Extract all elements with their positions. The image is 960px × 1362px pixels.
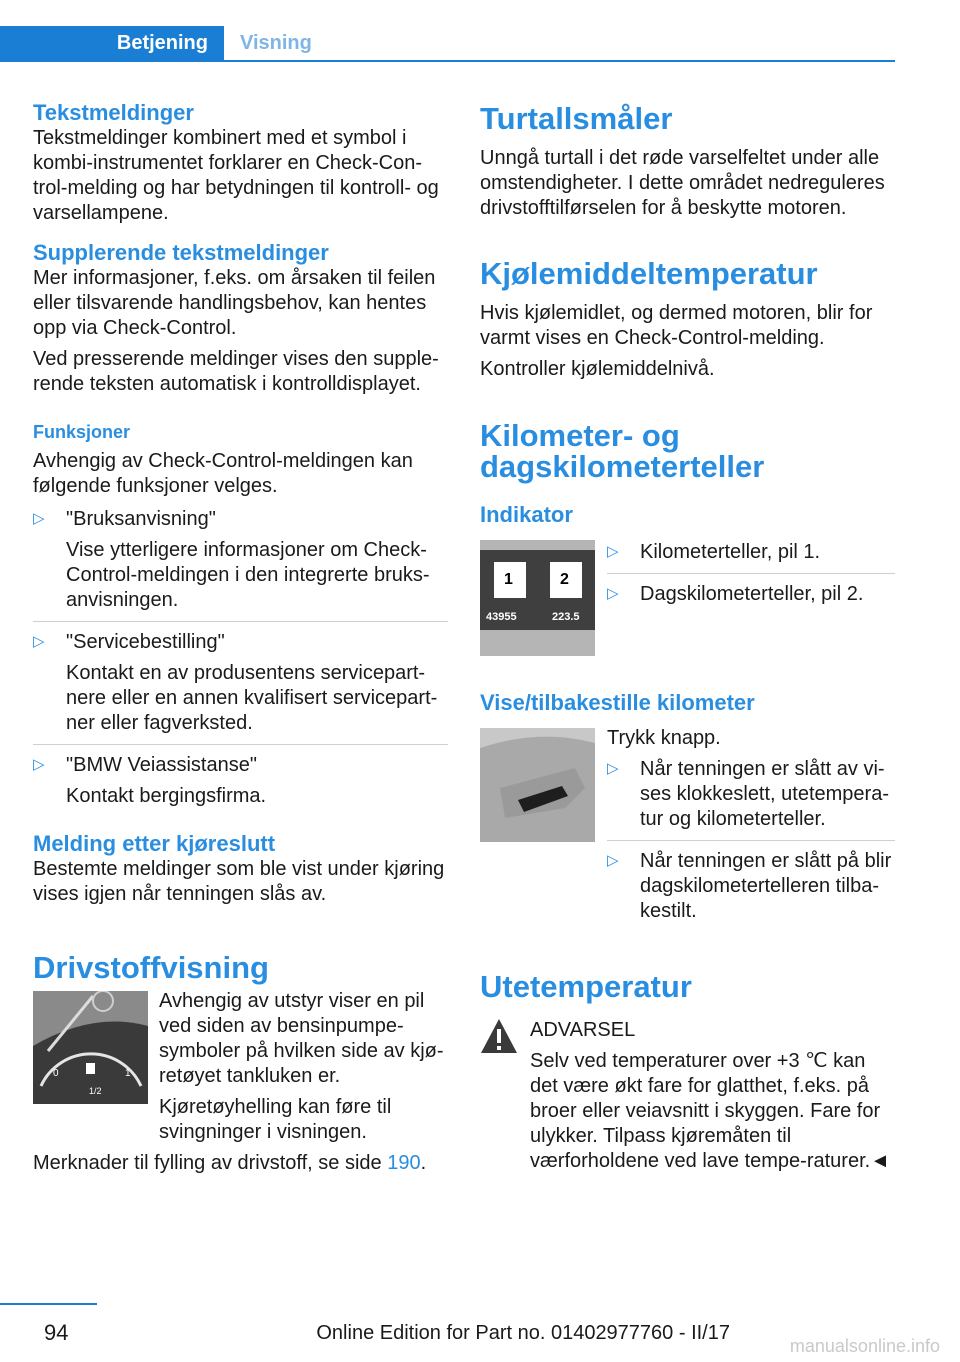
paragraph: Avhengig av utstyr viser en pil ved siden av bensinpumpe-symboler på hvilken side av kjø-retøyet tankluken er. xyxy=(159,990,444,1087)
gauge-label-full: 1 xyxy=(125,1068,131,1079)
paragraph: Trykk knapp. xyxy=(607,727,721,749)
paragraph: Kjøretøyhelling kan føre til svingninger i visningen. xyxy=(159,1096,392,1143)
gauge-label-half: 1/2 xyxy=(89,1086,102,1096)
warning-label: ADVARSEL xyxy=(530,1019,636,1041)
triangle-right-icon: ▷ xyxy=(33,633,45,650)
list-item xyxy=(33,630,448,736)
heading-supplerende: Supplerende tekstmeldinger xyxy=(33,240,329,265)
heading-tekstmeldinger: Tekstmeldinger xyxy=(33,100,194,125)
heading-drivstoffvisning: Drivstoffvisning xyxy=(33,950,269,985)
list-item-title: "BMW Veiassistanse" xyxy=(66,754,257,776)
vise-list xyxy=(607,757,895,924)
arrow-label-1: 1 xyxy=(504,571,513,588)
paragraph: Unngå turtall i det røde varselfeltet under alle omstendigheter. I dette området nedreguleres drivstofftilførselen for å beskytte motoren. xyxy=(480,147,885,219)
fuel-gauge-image xyxy=(33,991,148,1104)
footer-rule xyxy=(0,1303,97,1305)
reset-button-image xyxy=(480,728,595,842)
heading-utetemperatur: Utetemperatur xyxy=(480,969,692,1004)
list-item xyxy=(33,753,448,809)
list-item-text: Når tenningen er slått av vi-ses klokkeslett, utetempera-tur og kilometerteller. xyxy=(640,758,889,830)
triangle-right-icon: ▷ xyxy=(33,756,45,773)
header-rule xyxy=(0,60,895,62)
page-number: 94 xyxy=(44,1320,69,1345)
reset-button-illustration xyxy=(480,728,595,842)
heading-funksjoner: Funksjoner xyxy=(33,422,131,442)
heading-turtallsmaler: Turtallsmåler xyxy=(480,101,673,136)
list-item xyxy=(607,540,895,565)
header-bar xyxy=(0,26,895,62)
watermark: manualsonline.info xyxy=(789,1336,940,1356)
gauge-label-empty: 0 xyxy=(53,1068,59,1079)
functions-list xyxy=(33,507,448,809)
odometer-illustration xyxy=(480,540,595,656)
list-item xyxy=(607,849,895,924)
text: . xyxy=(420,1152,427,1174)
paragraph: Ved presserende meldinger vises den supple-rende teksten automatisk i kontrolldisplayet. xyxy=(33,348,439,395)
divider xyxy=(33,621,448,622)
fuel-gauge-illustration xyxy=(33,991,148,1104)
paragraph: Bestemte meldinger som ble vist under kjøring vises igjen når tenningen slås av. xyxy=(33,858,445,905)
warning-text xyxy=(530,1049,895,1174)
triangle-right-icon: ▷ xyxy=(33,510,45,527)
warning-triangle-icon xyxy=(480,1018,518,1054)
odometer-value: 43955 xyxy=(486,611,517,623)
list-item xyxy=(607,757,895,832)
right-column xyxy=(480,102,895,1174)
paragraph-fuel-reference xyxy=(33,1151,448,1176)
triangle-right-icon: ▷ xyxy=(607,760,619,777)
indikator-block xyxy=(480,540,895,656)
paragraph: Mer informasjoner, f.eks. om årsaken til feilen eller tilsvarende handlingsbehov, kan hentes opp via Check-Control. xyxy=(33,267,436,339)
list-item-text: Dagskilometerteller, pil 2. xyxy=(640,583,864,605)
text: Merknader til fylling av drivstoff, se side xyxy=(33,1152,388,1174)
list-item-title: "Servicebestilling" xyxy=(66,631,225,653)
divider xyxy=(607,573,895,574)
paragraph: Tekstmeldinger kombinert med et symbol i kombi-instrumentet forklarer en Check-Con-trol-melding og har betydningen til kontroll- og varsellampene. xyxy=(33,127,439,224)
triangle-right-icon: ▷ xyxy=(607,852,619,869)
arrow-label-2: 2 xyxy=(560,571,569,588)
divider xyxy=(33,744,448,745)
indikator-list xyxy=(607,540,895,607)
triangle-right-icon: ▷ xyxy=(607,543,619,560)
left-column xyxy=(33,100,448,1176)
heading-indikator: Indikator xyxy=(480,502,573,527)
warning-text-body: Selv ved temperaturer over +3 ℃ kan det være økt fare for glatthet, f.eks. på broer eller veiavsnitt i skyggen. Fare for ulykker. Tilpass kjøremåten til værforholdene ved lave tempe-raturer.◄ xyxy=(530,1050,890,1172)
tab-betjening-label: Betjening xyxy=(116,32,208,54)
paragraph: Kontroller kjølemiddelnivå. xyxy=(480,358,715,380)
tab-betjening[interactable] xyxy=(0,26,224,60)
trip-value: 223.5 xyxy=(552,611,580,623)
edition-note: Online Edition for Part no. 01402977760 - II/17 xyxy=(316,1322,730,1344)
list-item-text: Når tenningen er slått på blir dagskilometertelleren tilba-kestilt. xyxy=(640,850,892,922)
divider xyxy=(607,840,895,841)
tab-visning[interactable]: Visning xyxy=(240,32,312,54)
list-item-text: Vise ytterligere informasjoner om Check-Control-meldingen i den integrerte bruks-anvisningen. xyxy=(66,539,430,611)
list-item-text: Kilometerteller, pil 1. xyxy=(640,541,821,563)
paragraph: Hvis kjølemidlet, og dermed motoren, blir for varmt vises en Check-Control-melding. xyxy=(480,302,873,349)
list-item xyxy=(33,507,448,613)
list-item xyxy=(607,582,895,607)
paragraph: Avhengig av Check-Control-meldingen kan følgende funksjoner velges. xyxy=(33,450,413,497)
drivstoff-block xyxy=(33,989,448,1145)
warning-block xyxy=(480,1018,895,1174)
heading-kilometer: Kilometer- og dagskilometerteller xyxy=(480,418,765,484)
heading-kjolemiddel: Kjølemiddeltemperatur xyxy=(480,256,818,291)
heading-melding: Melding etter kjøreslutt xyxy=(33,831,276,856)
page-link-190[interactable]: 190 xyxy=(387,1152,421,1174)
heading-vise-tilbakestille: Vise/tilbakestille kilometer xyxy=(480,690,755,715)
list-item-title: "Bruksanvisning" xyxy=(66,508,216,530)
odometer-image xyxy=(480,540,595,656)
list-item-text: Kontakt bergingsfirma. xyxy=(66,785,267,807)
triangle-right-icon: ▷ xyxy=(607,585,619,602)
vise-block xyxy=(480,726,895,926)
list-item-text: Kontakt en av produsentens servicepart-nere eller en annen kvalifisert servicepart-ner eller fagverksted. xyxy=(66,662,438,734)
